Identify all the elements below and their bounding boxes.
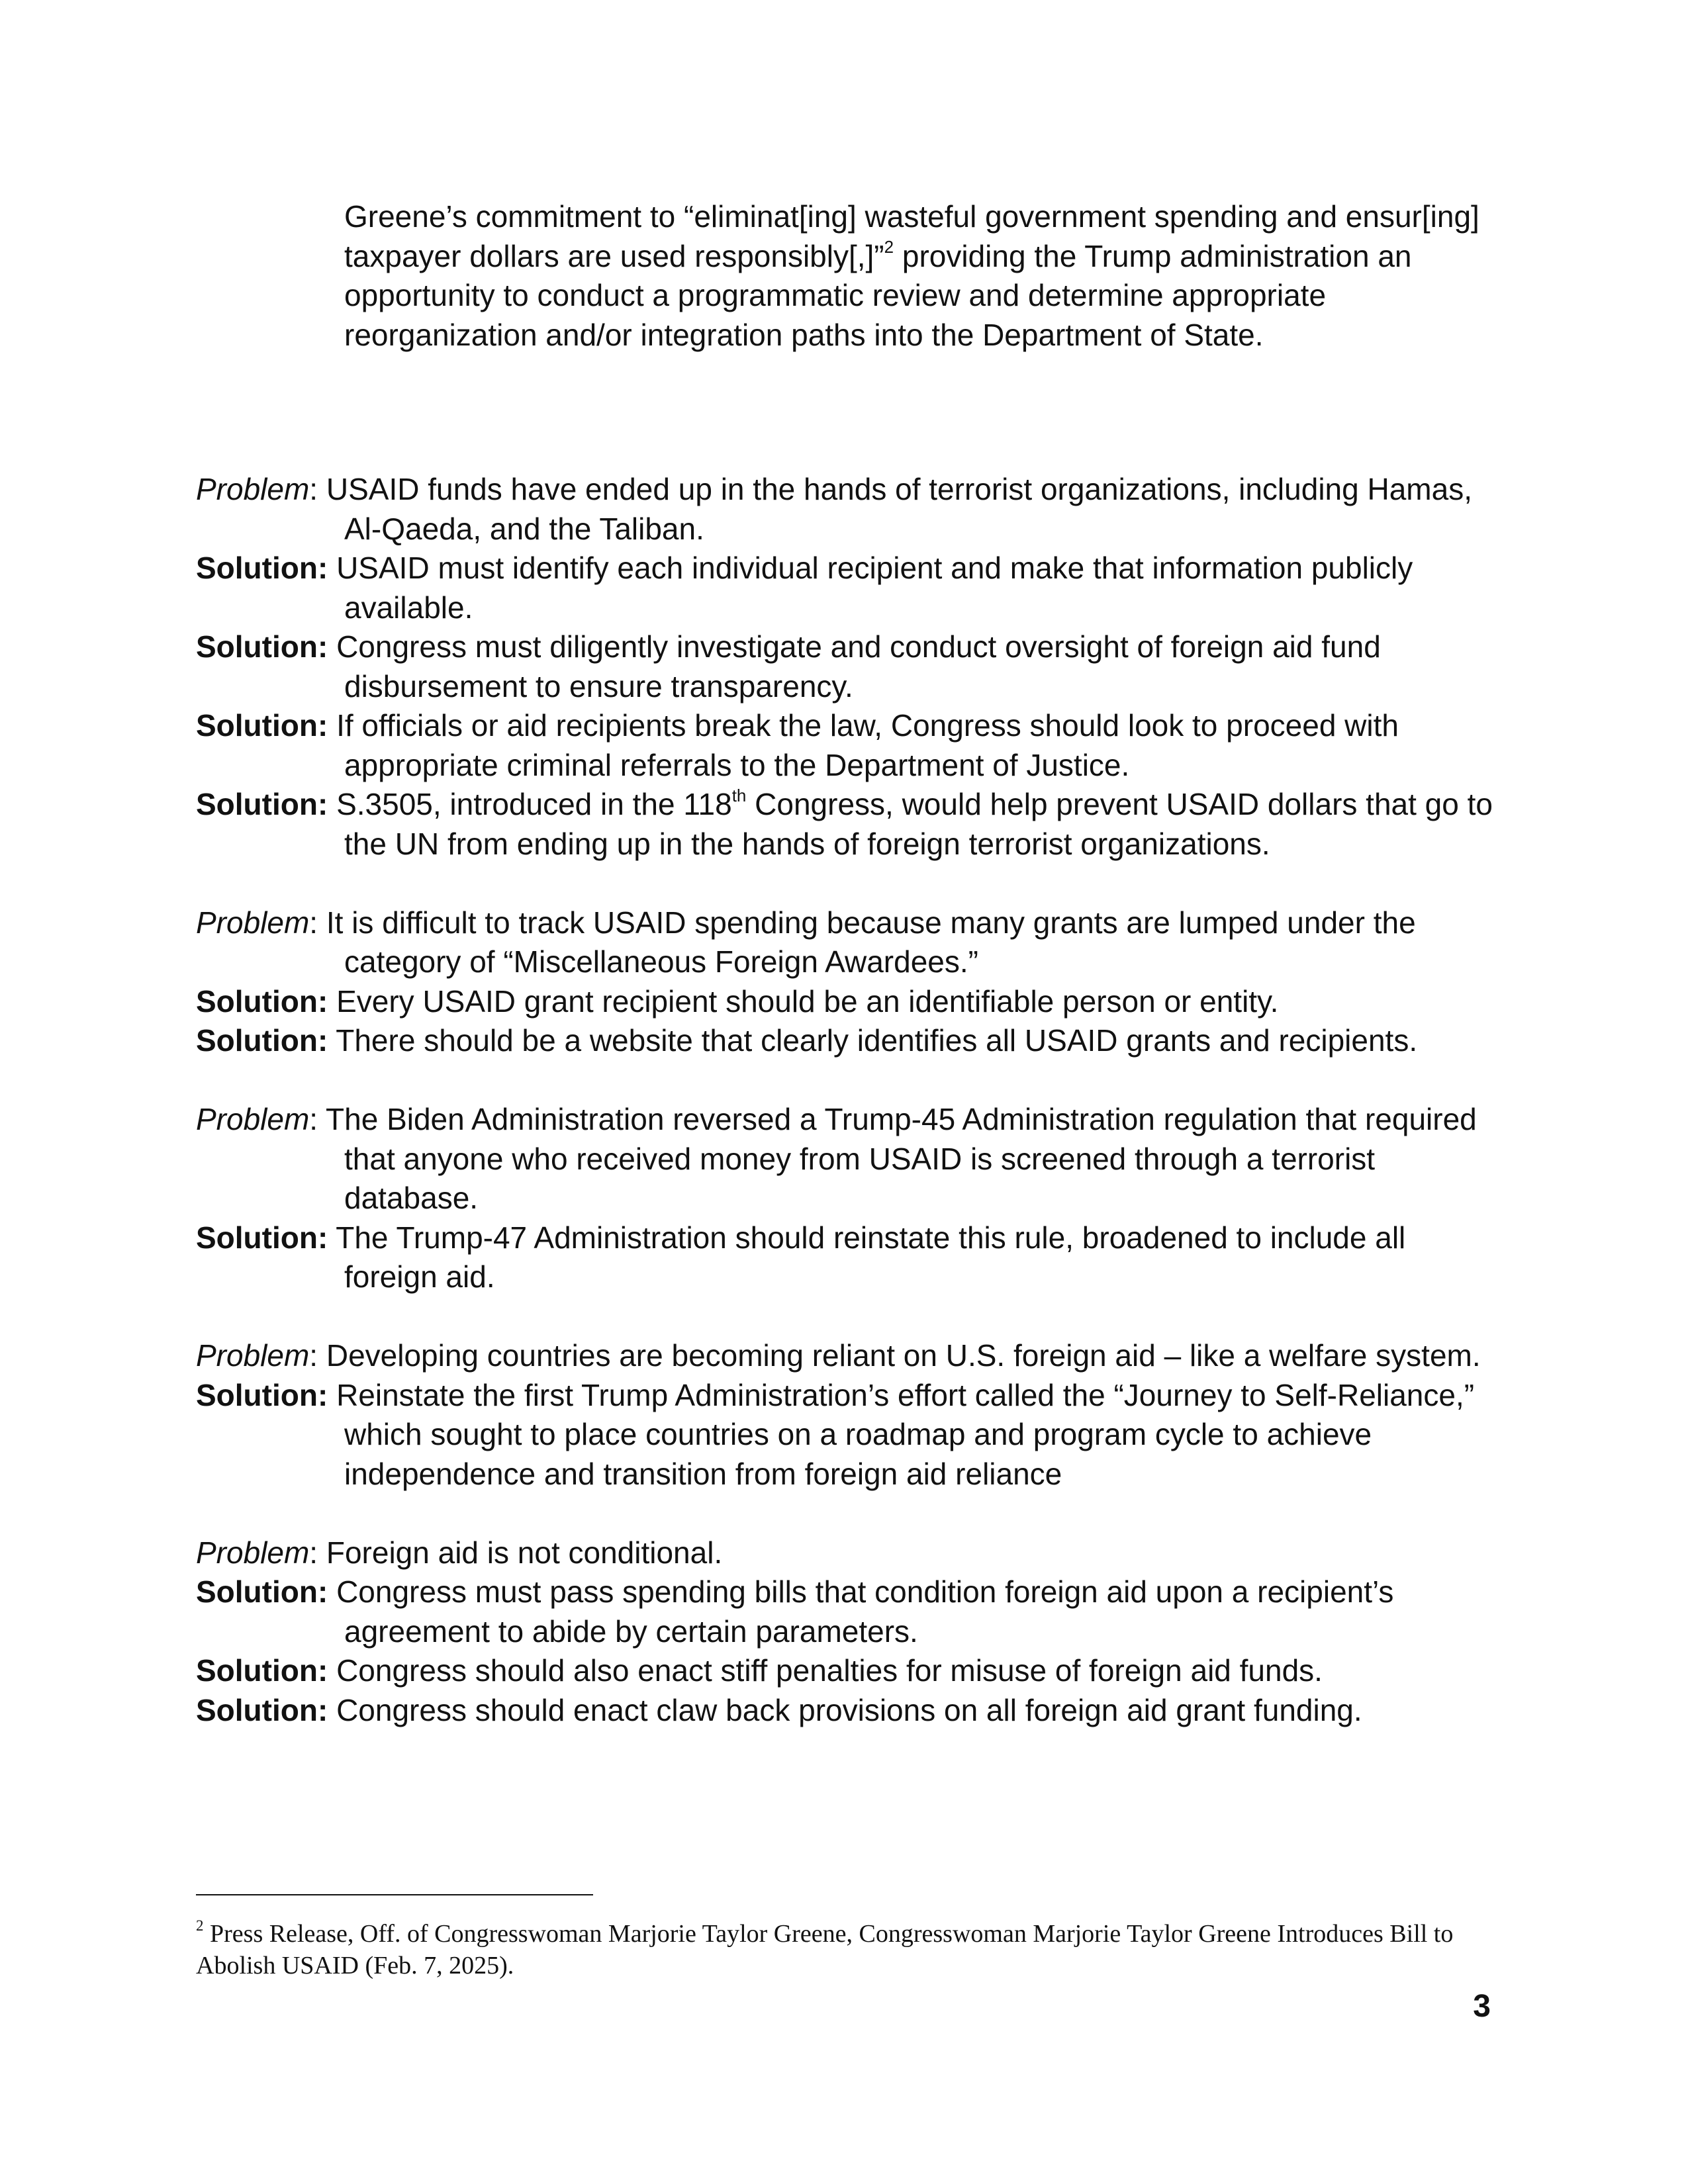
solution-entry: Solution: The Trump-47 Administration should reinstate this rule, broadened to include all foreign aid.	[196, 1220, 1406, 1294]
solution-text: The Trump-47 Administration should reinstate this rule, broadened to include all foreign aid.	[336, 1220, 1406, 1294]
footnote-text: Press Release, Off. of Congresswoman Marjorie Taylor Greene, Congresswoman Marjorie Taylor Greene Introduces Bill to Abolish USAID (Feb. 7, 2025).	[196, 1920, 1454, 1979]
footnote-number: 2	[196, 1917, 204, 1934]
solution-entry: Solution: Congress must diligently investigate and conduct oversight of foreign aid fund disbursement to ensure transparency.	[196, 629, 1381, 704]
problem-entry: Problem: Developing countries are becoming reliant on U.S. foreign aid – like a welfare system.	[196, 1338, 1481, 1373]
solution-label: Solution	[196, 1692, 318, 1727]
solution-entry: Solution: There should be a website that clearly identifies all USAID grants and recipients.	[196, 1023, 1418, 1058]
problem-label: Problem	[196, 1535, 310, 1570]
solution-entry: Solution: USAID must identify each individual recipient and make that information publicly available.	[196, 551, 1413, 625]
problem-entry: Problem: The Biden Administration reversed a Trump-45 Administration regulation that required that anyone who received money from USAID is screened through a terrorist database.	[196, 1102, 1477, 1215]
solution-label: Solution	[196, 1653, 318, 1688]
solution-label: Solution	[196, 1574, 318, 1609]
solution-text: Congress must pass spending bills that condition foreign aid upon a recipient’s agreement to abide by certain parameters.	[336, 1574, 1394, 1649]
solution-entry: Solution: If officials or aid recipients break the law, Congress should look to proceed with appropriate criminal referrals to the Department of Justice.	[196, 708, 1399, 782]
page-number: 3	[1473, 1989, 1491, 2024]
problem-label: Problem	[196, 905, 310, 940]
problem-text: The Biden Administration reversed a Trump-45 Administration regulation that required that anyone who received money from USAID is screened through a terrorist database.	[326, 1102, 1477, 1215]
solution-text: There should be a website that clearly identifies all USAID grants and recipients.	[336, 1023, 1418, 1058]
problem-solution-list	[196, 470, 1493, 1730]
solution-text: Congress must diligently investigate and conduct oversight of foreign aid fund disbursement to ensure transparency.	[336, 629, 1381, 704]
problem-entry: Problem: Foreign aid is not conditional.	[196, 1535, 723, 1570]
solution-label: Solution	[196, 787, 318, 821]
solution-label: Solution	[196, 1220, 318, 1255]
intro-paragraph	[344, 197, 1496, 355]
footnote	[196, 1918, 1493, 1981]
solution-entry: Solution: Congress should enact claw back provisions on all foreign aid grant funding.	[196, 1692, 1362, 1727]
solution-entry: Solution: Reinstate the first Trump Administration’s effort called the “Journey to Self-Reliance,” which sought to place countries on a roadmap and program cycle to achieve independence and transition from foreign aid reliance	[196, 1377, 1475, 1491]
solution-entry: Solution: Congress must pass spending bills that condition foreign aid upon a recipient’s agreement to abide by certain parameters.	[196, 1574, 1394, 1649]
solution-entry: Solution: S.3505, introduced in the 118th Congress, would help prevent USAID dollars that go to the UN from ending up in the hands of foreign terrorist organizations.	[196, 785, 1493, 861]
ordinal-suffix: th	[731, 785, 747, 805]
intro-text-continued: providing the Trump administration an opportunity to conduct a programmatic review and determine appropriate reorganization and/or integration paths into the Department of State.	[344, 238, 1412, 352]
footnote-reference: 2	[884, 237, 894, 257]
solution-text: Congress should also enact stiff penalties for misuse of foreign aid funds.	[336, 1653, 1323, 1688]
solution-label: Solution	[196, 629, 318, 664]
solution-text: USAID must identify each individual recipient and make that information publicly available.	[336, 551, 1413, 625]
solution-text: Congress should enact claw back provisions on all foreign aid grant funding.	[336, 1692, 1362, 1727]
solution-entry: Solution: Every USAID grant recipient should be an identifiable person or entity.	[196, 983, 1279, 1019]
problem-text: USAID funds have ended up in the hands of terrorist organizations, including Hamas, Al-Qaeda, and the Taliban.	[326, 472, 1472, 546]
solution-label: Solution	[196, 708, 318, 743]
solution-text-continued: Congress, would help prevent USAID dollars that go to the UN from ending up in the hands of foreign terrorist organizations.	[344, 787, 1493, 861]
problem-entry: Problem: It is difficult to track USAID spending because many grants are lumped under the category of “Miscellaneous Foreign Awardees.”	[196, 905, 1416, 979]
problem-text: It is difficult to track USAID spending because many grants are lumped under the category of “Miscellaneous Foreign Awardees.”	[326, 905, 1416, 979]
problem-label: Problem	[196, 1338, 310, 1373]
solution-text: Every USAID grant recipient should be an identifiable person or entity.	[336, 983, 1279, 1019]
intro-text: Greene’s commitment to “eliminat[ing] wasteful government spending and ensur[ing] taxpayer dollars are used responsibly[,]”	[344, 199, 1479, 273]
solution-label: Solution	[196, 551, 318, 585]
solution-entry: Solution: Congress should also enact stiff penalties for misuse of foreign aid funds.	[196, 1653, 1323, 1688]
footnote-separator	[196, 1894, 593, 1895]
problem-label: Problem	[196, 472, 310, 506]
solution-text: Reinstate the first Trump Administration’s effort called the “Journey to Self-Reliance,” which sought to place countries on a roadmap and program cycle to achieve independence and transition from foreign aid reliance	[336, 1377, 1475, 1491]
problem-label: Problem	[196, 1102, 310, 1136]
solution-label: Solution	[196, 1377, 318, 1412]
solution-text: If officials or aid recipients break the law, Congress should look to proceed with appropriate criminal referrals to the Department of Justice.	[336, 708, 1399, 782]
problem-text: Foreign aid is not conditional.	[326, 1535, 723, 1570]
solution-label: Solution	[196, 983, 318, 1019]
solution-label: Solution	[196, 1023, 318, 1058]
problem-entry: Problem: USAID funds have ended up in the hands of terrorist organizations, including Hamas, Al-Qaeda, and the Taliban.	[196, 472, 1472, 546]
problem-text: Developing countries are becoming reliant on U.S. foreign aid – like a welfare system.	[326, 1338, 1481, 1373]
solution-text: S.3505, introduced in the 118	[336, 787, 732, 821]
